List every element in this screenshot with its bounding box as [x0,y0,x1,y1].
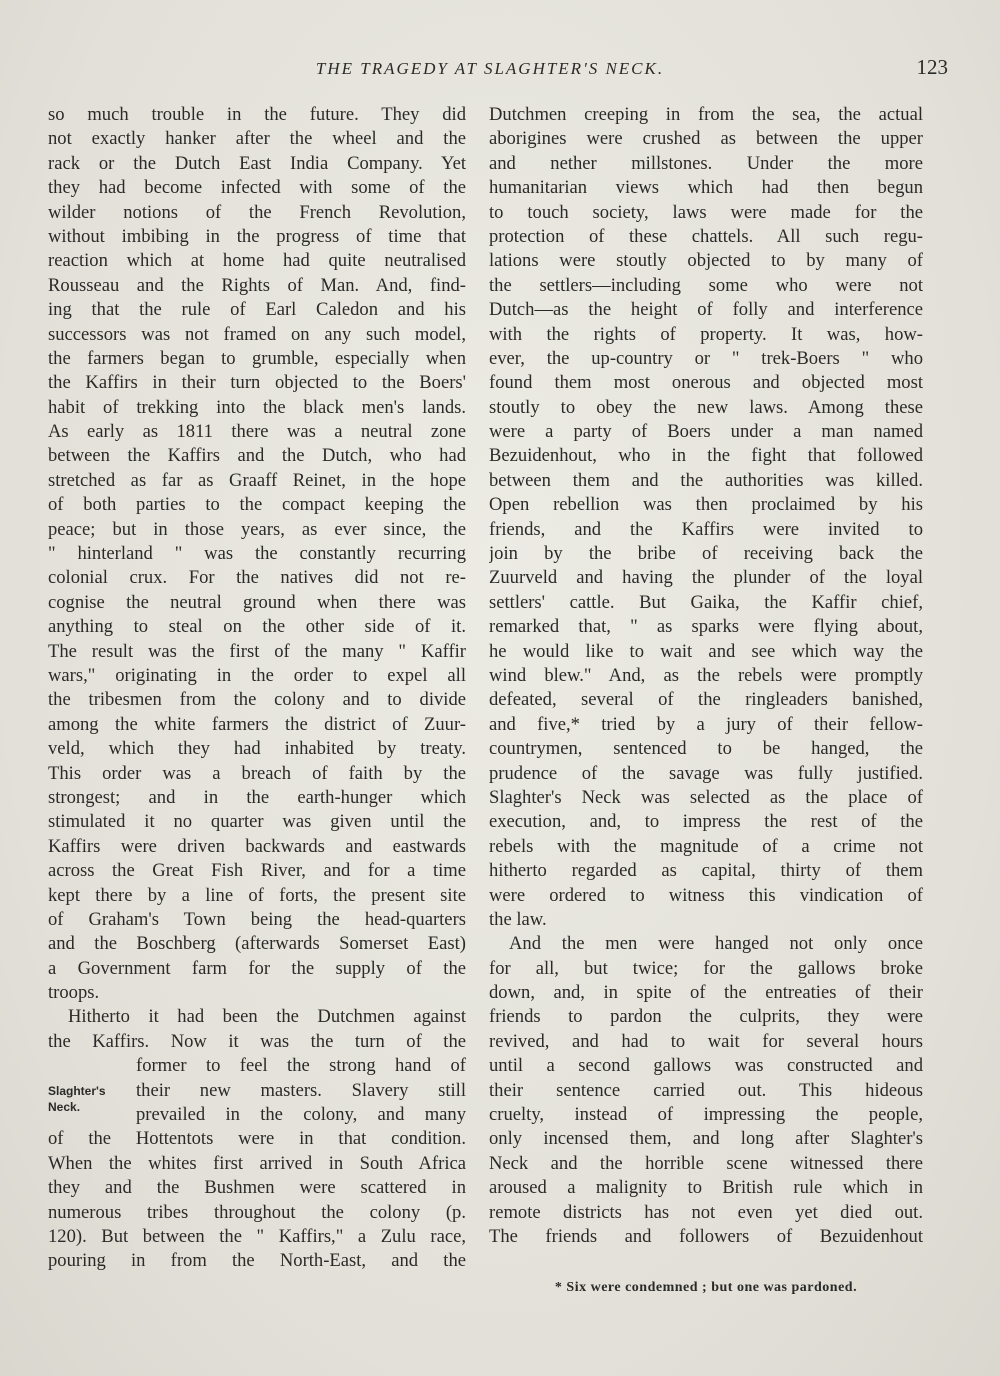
text-line: anything to steal on the other side of it. [48,616,466,638]
text-line: Slaghter's Neck was selected as the place of [489,786,923,808]
text-line: former to feel the strong hand of [136,1055,466,1077]
running-title: THE TRAGEDY AT SLAGHTER'S NECK. [315,59,665,78]
text-line: of the Hottentots were in that condition. [48,1128,466,1150]
text-line: prevailed in the colony, and many [136,1104,466,1126]
text-line: humanitarian views which had then begun [489,177,923,199]
text-line: Open rebellion was then proclaimed by his [489,494,923,516]
text-line: and nether millstones. Under the more [489,152,923,174]
text-line: wars," originating in the order to expel all [48,664,466,686]
text-line: pouring in from the North-East, and the [48,1250,466,1272]
text-line: As early as 1811 there was a neutral zone [48,421,466,443]
text-line: a Government farm for the supply of the [48,957,466,979]
text-line: friends to pardon the culprits, they were [489,1006,923,1028]
right-column [489,103,923,1249]
text-line: Neck and the horrible scene witnessed there [489,1152,923,1174]
text-line: rebels with the magnitude of a crime not [489,835,923,857]
text-line: stoutly to obey the new laws. Among these [489,396,923,418]
text-line: remote districts has not even yet died out. [489,1201,923,1223]
footnote: * Six were condemned ; but one was pardoned. [554,1280,858,1295]
margin-note-line: Neck. [48,1100,81,1114]
text-line: friends, and the Kaffirs were invited to [489,518,923,540]
text-line: were a party of Boers under a man named [489,421,923,443]
text-line: until a second gallows was constructed and [489,1055,923,1077]
text-line: join by the bribe of receiving back the [489,543,923,565]
text-line: for all, but twice; for the gallows broke [489,957,923,979]
text-line: ever, the up-country or " trek-Boers " who [489,347,923,369]
margin-note-line: Slaghter's [48,1084,106,1098]
text-line: their new masters. Slavery still [136,1079,466,1101]
text-line: Kaffirs were driven backwards and eastwards [48,835,466,857]
text-line: aroused a malignity to British rule which in [489,1177,923,1199]
text-line: lations were stoutly objected to by many of [489,250,923,272]
text-line: he would like to wait and see which way the [489,640,923,662]
text-line: across the Great Fish River, and for a time [48,860,466,882]
text-line: habit of trekking into the black men's lands. [48,396,466,418]
text-line: their sentence carried out. This hideous [489,1079,923,1101]
text-line: stimulated it no quarter was given until the [48,811,466,833]
text-line: peace; but in those years, as ever since, the [48,518,466,540]
text-line: prudence of the savage was fully justified. [489,762,923,784]
text-line: among the white farmers the district of Zuur- [48,713,466,735]
text-line: numerous tribes throughout the colony (p. [48,1201,466,1223]
text-line: without imbibing in the progress of time that [48,225,466,247]
text-line: rack or the Dutch East India Company. Yet [48,152,466,174]
text-line: of both parties to the compact keeping the [48,494,466,516]
text-line: protection of these chattels. All such regu- [489,225,923,247]
text-line: only incensed them, and long after Slaghter's [489,1128,923,1150]
text-line: execution, and, to impress the rest of the [489,811,923,833]
text-line: And the men were hanged not only once [509,933,923,955]
text-line: to touch society, laws were made for the [489,201,923,223]
text-line: strongest; and in the earth-hunger which [48,786,466,808]
text-line: Rousseau and the Rights of Man. And, find- [48,274,466,296]
text-line: and five,* tried by a jury of their fellow- [489,713,923,735]
text-line: kept there by a line of forts, the present site [48,884,466,906]
text-line: the Kaffirs in their turn objected to the Boers' [48,372,466,394]
text-line: cruelty, instead of impressing the people, [489,1104,923,1126]
text-line: the settlers—including some who were not [489,274,923,296]
text-line: remarked that, " as sparks were flying about, [489,616,923,638]
text-line: Bezuidenhout, who in the fight that followed [489,445,923,467]
text-line: with the rights of property. It was, how- [489,323,923,345]
page-header [40,55,948,85]
text-line: The friends and followers of Bezuidenhout [489,1225,923,1247]
text-line: When the whites first arrived in South Africa [48,1152,466,1174]
text-line: Hitherto it had been the Dutchmen against [68,1006,466,1028]
text-line: " hinterland " was the constantly recurring [48,543,466,565]
text-line: not exactly hanker after the wheel and the [48,128,466,150]
text-line: cognise the neutral ground when there was [48,591,466,613]
text-line: Dutchmen creeping in from the sea, the actual [489,104,923,125]
text-line: stretched as far as Graaff Reinet, in the hope [48,469,466,491]
text-line: wind blew." And, as the rebels were promptly [489,664,923,686]
text-line: 120). But between the " Kaffirs," a Zulu race, [48,1225,466,1247]
text-line: between them and the authorities was killed. [489,469,923,491]
text-line: Zuurveld and having the plunder of the loyal [489,567,923,589]
text-line: settlers' cattle. But Gaika, the Kaffir chief, [489,591,923,613]
text-line: defeated, several of the ringleaders banished, [489,689,923,711]
text-line: ing that the rule of Earl Caledon and his [48,299,466,321]
text-line: troops. [48,982,100,1004]
text-line: aborigines were crushed as between the upper [489,128,923,150]
left-column [48,103,466,1274]
text-line: successors was not framed on any such model, [48,323,466,345]
text-line: the Kaffirs. Now it was the turn of the [48,1030,466,1052]
text-line: reaction which at home had quite neutralised [48,250,466,272]
text-line: of Graham's Town being the head-quarters [48,908,466,930]
text-line: down, and, in spite of the entreaties of their [489,982,923,1004]
page-number: 123 [916,55,948,79]
text-line: found them most onerous and objected most [489,372,923,394]
text-line: the law. [489,908,547,930]
text-line: countrymen, sentenced to be hanged, the [489,738,923,760]
text-line: wilder notions of the French Revolution, [48,201,466,223]
text-line: the tribesmen from the colony and to divide [48,689,466,711]
text-line: The result was the first of the many " Kaffir [48,640,466,662]
text-line: they and the Bushmen were scattered in [48,1177,466,1199]
text-line: hitherto regarded as capital, thirty of them [489,860,923,882]
text-line: and the Boschberg (afterwards Somerset East) [48,933,466,955]
text-line: were ordered to witness this vindication of [489,884,923,906]
text-line: so much trouble in the future. They did [48,104,466,125]
text-line: Dutch—as the height of folly and interference [489,299,923,321]
text-line: veld, which they had inhabited by treaty. [48,738,466,760]
text-line: revived, and had to wait for several hours [489,1030,923,1052]
text-line: This order was a breach of faith by the [48,762,466,784]
text-line: they had become infected with some of the [48,177,466,199]
text-line: the farmers began to grumble, especially when [48,347,466,369]
text-line: colonial crux. For the natives did not re- [48,567,466,589]
margin-note [48,1083,106,1115]
text-line: between the Kaffirs and the Dutch, who had [48,445,466,467]
